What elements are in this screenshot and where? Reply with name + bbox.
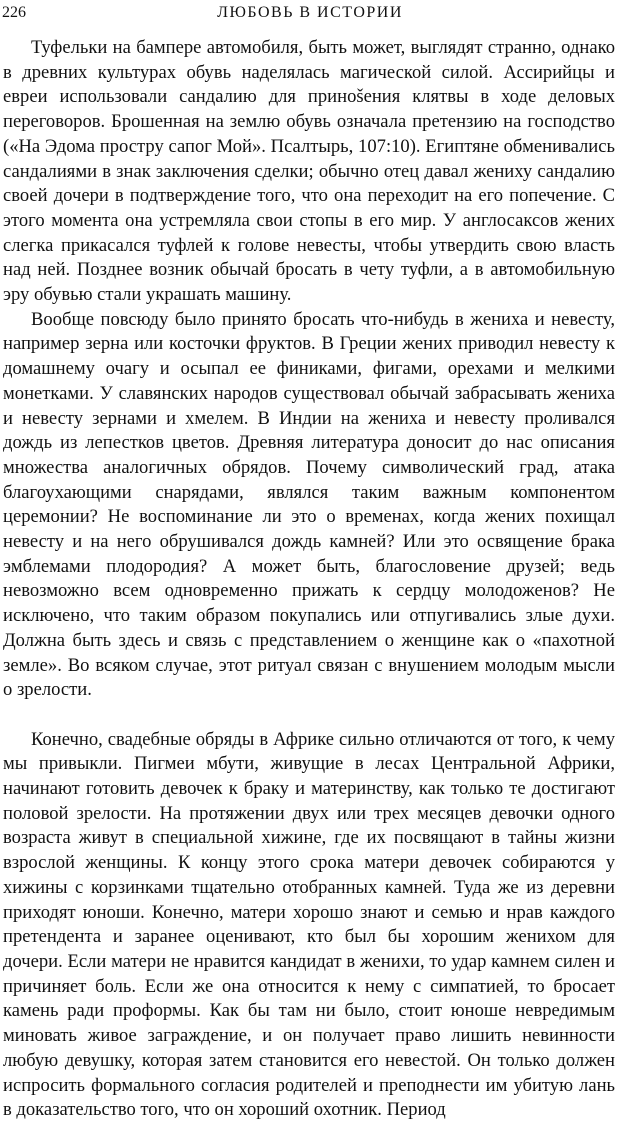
running-head	[0, 2, 620, 24]
page-number: 226	[2, 4, 26, 21]
running-title: ЛЮБОВЬ В ИСТОРИИ	[217, 4, 403, 21]
body-text	[3, 36, 615, 1123]
paragraph: Туфельки на бампере автомобиля, быть может, выглядят странно, однако в древних культурах обувь наделялась магической силой. Ассирийцы и евреи использовали сандалию для принošения клятвы в ходе деловых переговоров. Брошенная на землю обувь означала претензию на господство («На Эдома простру сапог Мой». Псалтырь, 107:10). Египтяне обменивались сандалиями в знак заключения сделки; обычно отец давал жениху сандалию своей дочери в подтверждение того, что она переходит на его попечение. С этого момента она устремляла свои стопы в его мир. У англосаксов жених слегка прикасался туфлей к голове невесты, чтобы утвердить свою власть над ней. Позднее возник обычай бросать в чету туфли, а в автомобильную эру обувью стали украшать машину.	[3, 37, 615, 306]
paragraph: Вообще повсюду было принято бросать что-нибудь в жениха и невесту, например зерна или косточки фруктов. В Греции жених приводил невесту к домашнему очагу и осыпал ее финиками, фигами, орехами и мелкими монетками. У славянских народов существовал обычай забрасывать жениха и невесту зернами и хмелем. В Индии на жениха и невесту проливался дождь из лепестков цветов. Древняя литература доносит до нас описания множества аналогичных обрядов. Почему символический град, атака благоухающими снарядами, являлся таким важным компонентом церемонии? Не воспоминание ли это о временах, когда жених похищал невесту и на него обрушивался дождь камней? Или это освящение брака эмблемами плодородия? А может быть, благословение друзей; ведь невозможно всем одновременно прижать к сердцу молодоженов? Не исключено, что таким образом покупались или отпугивались злые духи. Должна быть здесь и связь с представлением о женщине как о «пахотной земле». Во всяком случае, этот ритуал связан с внушением молодым мысли о зрелости.	[3, 308, 615, 701]
paragraph: Конечно, свадебные обряды в Африке сильно отличаются от того, к чему мы привыкли. Пигмеи мбути, живущие в лесах Центральной Африки, начинают готовить девочек к браку и материнству, как только те достигают половой зрелости. На протяжении двух или трех месяцев девочки одного возраста живут в специальной хижине, где их посвящают в тайны жизни взрослой женщины. К концу этого срока матери девочек собираются у хижины с корзинками тщательно отобранных камней. Туда же из деревни приходят юноши. Конечно, матери хорошо знают и семью и нрав каждого претендента и заранее оценивают, кто был бы хорошим женихом для дочери. Если матери не нравится кандидат в женихи, то удар камнем силен и причиняет боль. Если же она относится к нему с симпатией, то бросает камень ради проформы. Как бы там ни было, стоит юноше невредимым миновать живое заграждение, и он получает право лишить невинности любую девушку, которая затем становится его невестой. Он только должен испросить формального согласия родителей и преподнести им убитую лань в доказательство того, что он хороший охотник. Период	[3, 728, 615, 1121]
